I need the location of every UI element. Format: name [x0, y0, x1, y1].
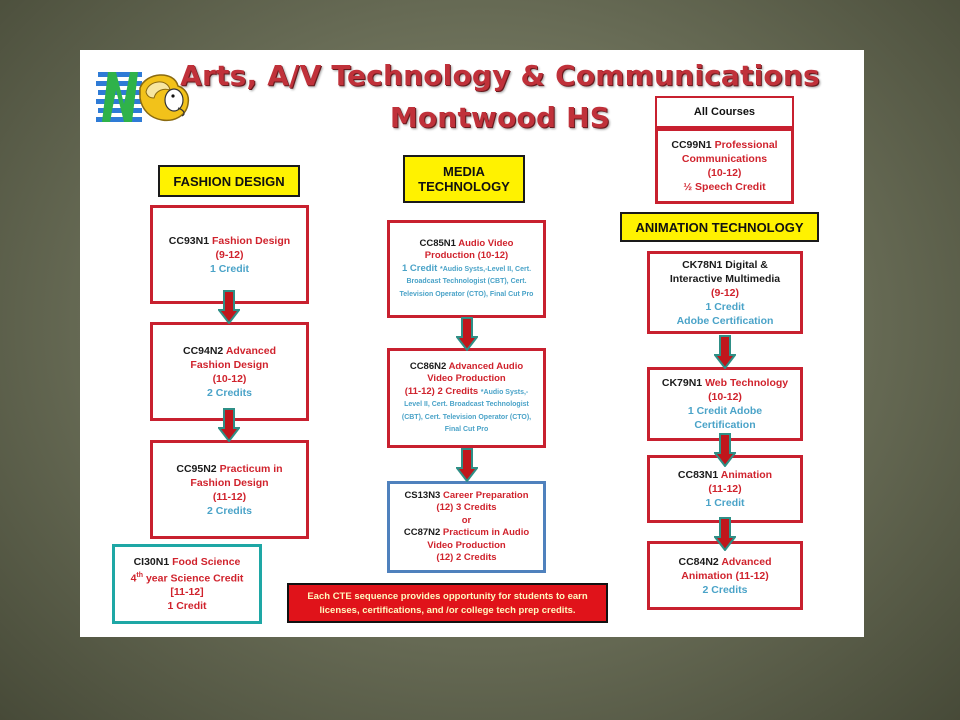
course-box-cs13n3-cc87n2: CS13N3 Career Preparation (12) 3 Credits or CC87N2 Practicum in Audio Video Production (12) 2 Credits	[387, 481, 546, 573]
course-box-cc95n2: CC95N2 Practicum in Fashion Design (11-12) 2 Credits	[150, 440, 309, 539]
course-box-cc94n2: CC94N2 Advanced Fashion Design (10-12) 2 Credits	[150, 322, 309, 421]
cte-info-banner: Each CTE sequence provides opportunity for students to earn licenses, certifications, and /or college tech prep credits.	[287, 583, 608, 623]
course-box-cc85n1: CC85N1 Audio Video Production (10-12) 1 Credit *Audio Systs,-Level II, Cert. Broadcast Technologist (CBT), Cert. Television Operator (CTO), Final Cut Pro	[387, 220, 546, 318]
down-arrow-icon	[218, 408, 240, 442]
all-courses-header: All Courses	[655, 96, 794, 128]
course-box-cc83n1: CC83N1 Animation (11-12) 1 Credit	[647, 455, 803, 523]
slide	[80, 50, 864, 637]
down-arrow-icon	[714, 335, 736, 369]
down-arrow-icon	[456, 448, 478, 482]
course-box-cc93n1: CC93N1 Fashion Design (9-12) 1 Credit	[150, 205, 309, 304]
down-arrow-icon	[218, 290, 240, 324]
animation-technology-header: ANIMATION TECHNOLOGY	[620, 212, 819, 242]
page-title: Arts, A/V Technology & Communications	[180, 59, 820, 92]
media-technology-header: MEDIA TECHNOLOGY	[403, 155, 525, 203]
down-arrow-icon	[714, 517, 736, 551]
down-arrow-icon	[456, 317, 478, 351]
down-arrow-icon	[714, 433, 736, 467]
course-box-cc99n1: CC99N1 Professional Communications (10-12) ½ Speech Credit	[655, 128, 794, 204]
fashion-design-header: FASHION DESIGN	[158, 165, 300, 197]
page-subtitle: Montwood HS	[389, 101, 611, 134]
course-box-cc86n2: CC86N2 Advanced Audio Video Production (11-12) 2 Credits *Audio Systs,-Level II, Cert. Broadcast Technologist (CBT), Cert. Television Operator (CTO), Final Cut Pro	[387, 348, 546, 448]
course-box-ck78n1: CK78N1 Digital & Interactive Multimedia (9-12) 1 Credit Adobe Certification	[647, 251, 803, 334]
course-box-ci30n1: CI30N1 Food Science 4th year Science Credit [11-12] 1 Credit	[112, 544, 262, 624]
course-box-ck79n1: CK79N1 Web Technology (10-12) 1 Credit Adobe Certification	[647, 367, 803, 441]
course-box-cc84n2: CC84N2 Advanced Animation (11-12) 2 Credits	[647, 541, 803, 610]
